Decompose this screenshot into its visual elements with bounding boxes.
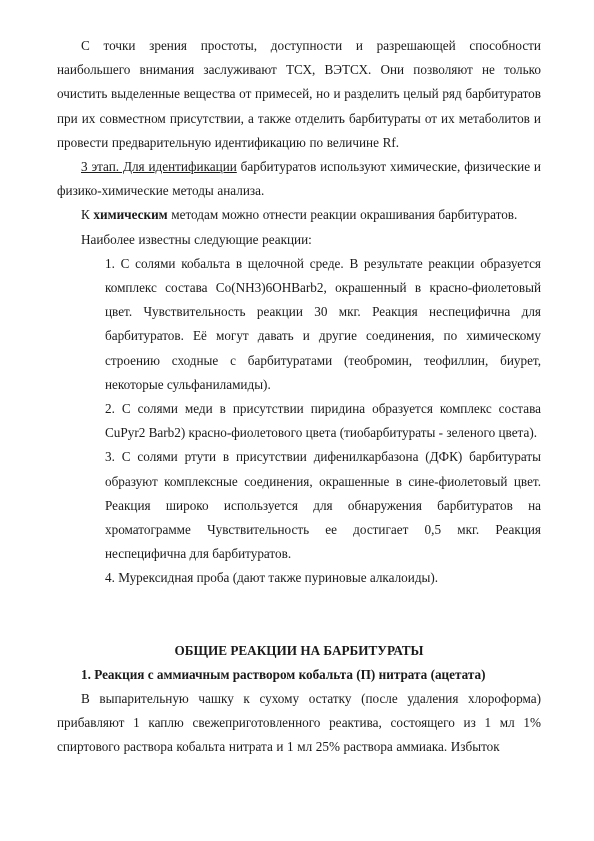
document-body (57, 34, 541, 760)
chemical-prefix: К (81, 207, 94, 223)
chemical-text: методам можно отнести реакции окрашивания барбитуратов. (167, 207, 518, 223)
paragraph-tlc-methods: С точки зрения простоты, доступности и разрешающей способности наибольшего внимания заслуживают ТСХ, ВЭТСХ. Они позволяют не только очистить выделенные вещества от примесей, но и разделить целый ряд барбитуратов при их совместном присутствии, а также отделить барбитураты от их метаболитов и провести предварительную идентификацию по величине Rf. (57, 38, 541, 150)
paragraph-known-reactions: Наиболее известны следующие реакции: (81, 231, 312, 247)
paragraph-chemical-methods (57, 203, 541, 227)
section-spacer (57, 591, 541, 639)
reaction-item-mercury: 3. С солями ртути в присутствии дифенилкарбазона (ДФК) барбитураты образуют комплексные соединения, окрашенные в сине-фиолетовый цвет. Реакция широко используется для обнаружения барбитуратов на хроматограмме Чувствительность ее достигает 0,5 мкг. Реакция неспецифична для барбитуратов. (105, 449, 541, 562)
chemical-bold-word: химическим (93, 207, 168, 223)
reaction-item-copper: 2. С солями меди в присутствии пиридина образуется комплекс состава CuPyr2 Barb2) красно-фиолетового цвета (тиобарбитураты - зеленого цвета). (105, 401, 541, 441)
reaction-item-cobalt: 1. С солями кобальта в щелочной среде. В результате реакции образуется комплекс состава Co(NH3)6OHBarb2, окрашенный в красно-фиолетовый цвет. Чувствительность реакции 30 мкг. Реакция неспецифична для барбитуратов. Её могут давать и другие соединения, по химическому строению сходные с барбитуратами (теобромин, теофиллин, биурет, некоторые сульфаниламиды). (105, 255, 541, 392)
stage-3-text: барбитуратов используют химические, физические и физико-химические методы анализа. (57, 159, 541, 199)
paragraph-stage-3 (57, 155, 541, 203)
paragraph-procedure: В выпарительную чашку к сухому остатку (после удаления хлороформа) прибавляют 1 каплю свежеприготовленного реактива, состоящего из 1 мл 1% спиртового раствора кобальта нитрата и 1 мл 25% раствора аммиака. Избыток (57, 691, 541, 755)
stage-3-underlined-text: 3 этап. Для идентификации (81, 159, 237, 175)
reaction-item-murexide: 4. Мурексидная проба (дают также пуриновые алкалоиды). (105, 570, 439, 586)
section-subheading: 1. Реакция с аммиачным раствором кобальта (П) нитрата (ацетата) (81, 666, 486, 682)
section-heading: ОБЩИЕ РЕАКЦИИ НА БАРБИТУРАТЫ (174, 642, 424, 658)
reactions-list (57, 252, 541, 591)
